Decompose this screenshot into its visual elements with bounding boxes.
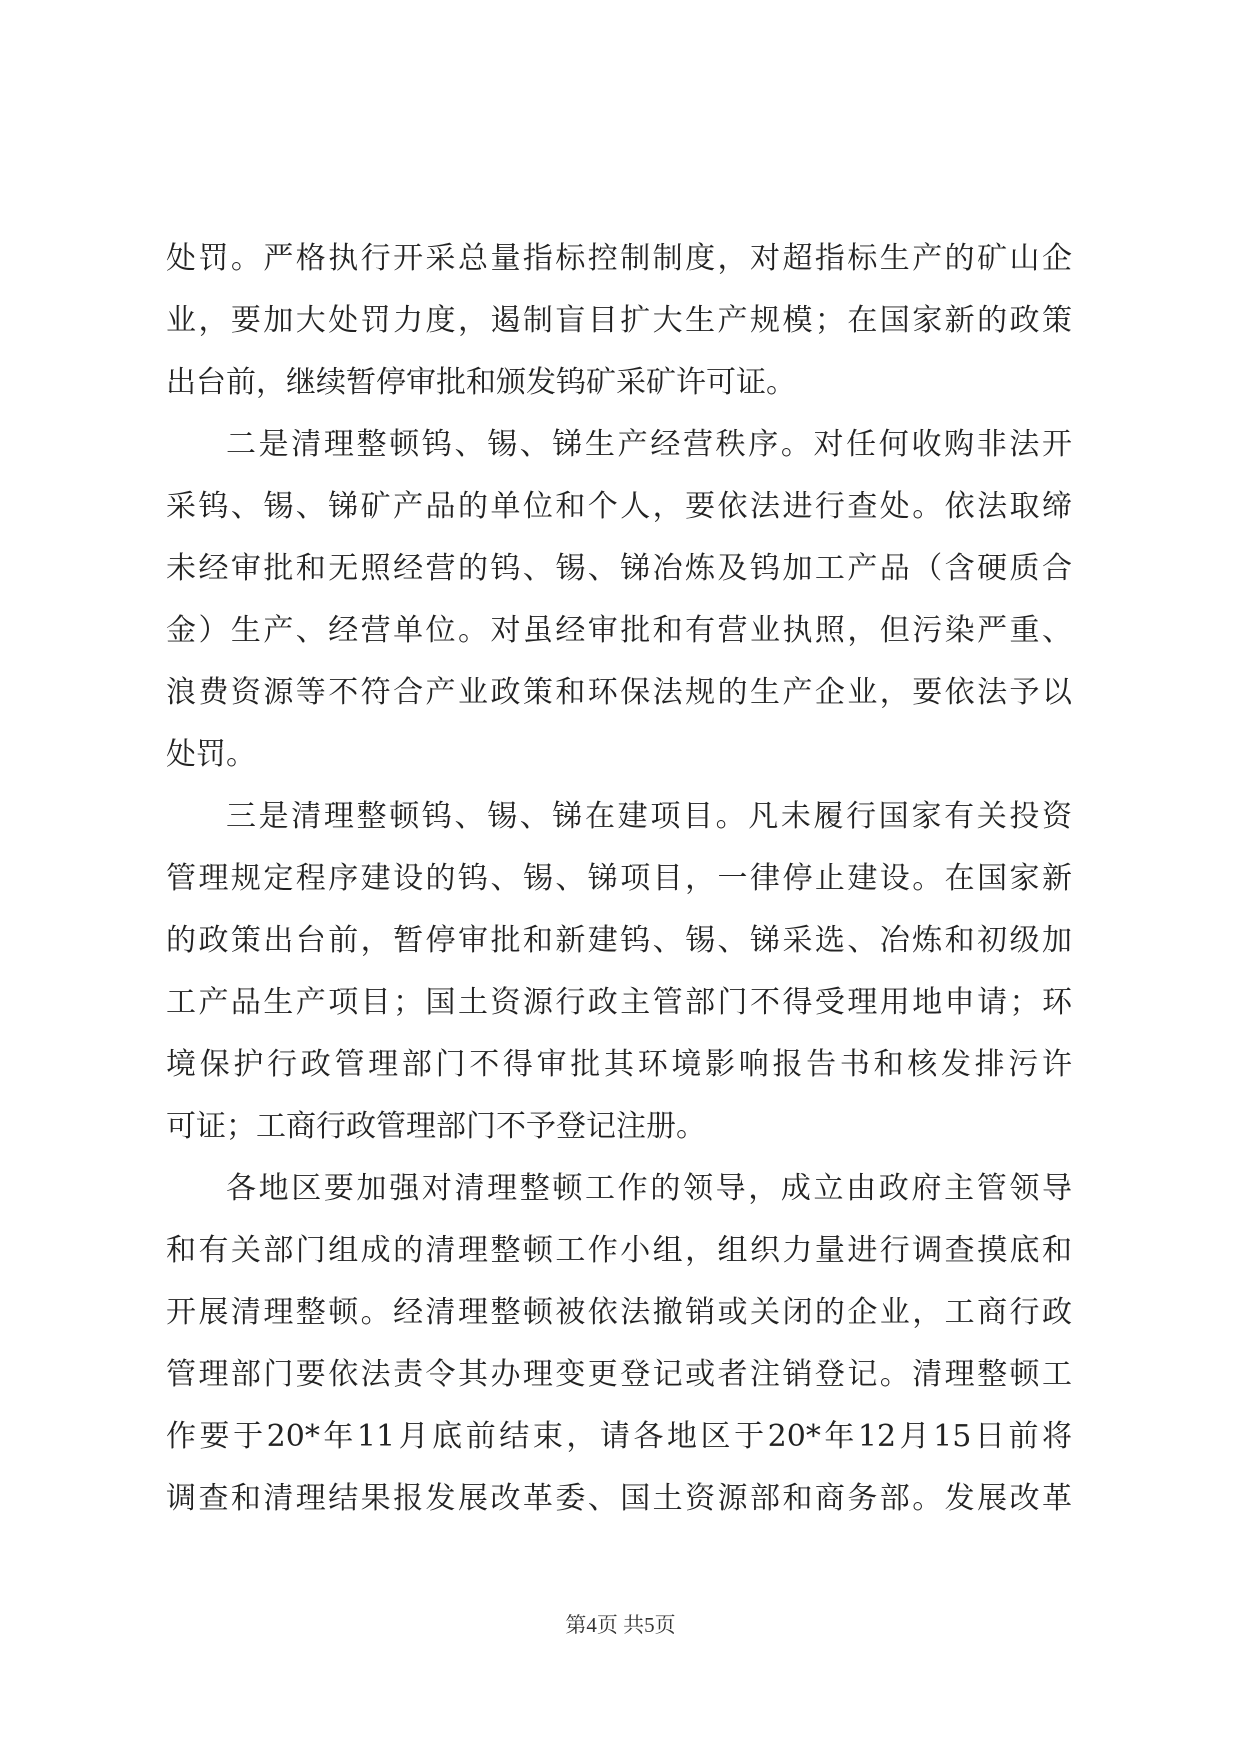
text-line: 三是清理整顿钨、锡、锑在建项目。凡未履行国家有关投资 (226, 799, 1072, 834)
text-line: 二是清理整顿钨、锡、锑生产经营秩序。对任何收购非法开 (226, 427, 1072, 462)
page-number: 第4页 共5页 (565, 1613, 676, 1637)
text-line: 作要于20*年11月底前结束，请各地区于20*年12月15日前将 (166, 1419, 1072, 1454)
text-line: 境保护行政管理部门不得审批其环境影响报告书和核发排污许 (166, 1047, 1072, 1082)
text-line: 工产品生产项目；国土资源行政主管部门不得受理用地申请；环 (166, 985, 1072, 1020)
text-line: 管理部门要依法责令其办理变更登记或者注销登记。清理整顿工 (166, 1357, 1072, 1392)
text-line: 采钨、锡、锑矿产品的单位和个人，要依法进行查处。依法取缔 (166, 489, 1072, 524)
text-line: 各地区要加强对清理整顿工作的领导，成立由政府主管领导 (226, 1171, 1072, 1206)
text-line: 调查和清理结果报发展改革委、国土资源部和商务部。发展改革 (166, 1481, 1072, 1516)
page-footer (0, 1610, 1241, 1640)
text-line: 管理规定程序建设的钨、锡、锑项目，一律停止建设。在国家新 (166, 861, 1072, 896)
text-line: 处罚。严格执行开采总量指标控制制度，对超指标生产的矿山企 (166, 241, 1072, 276)
text-line: 业，要加大处罚力度，遏制盲目扩大生产规模；在国家新的政策 (166, 303, 1072, 338)
text-line: 出台前，继续暂停审批和颁发钨矿采矿许可证。 (166, 365, 796, 400)
text-line: 浪费资源等不符合产业政策和环保法规的生产企业，要依法予以 (166, 675, 1072, 710)
document-body (166, 228, 1072, 1530)
text-line: 未经审批和无照经营的钨、锡、锑冶炼及钨加工产品（含硬质合 (166, 551, 1072, 586)
text-line: 开展清理整顿。经清理整顿被依法撤销或关闭的企业，工商行政 (166, 1295, 1072, 1330)
text-line: 和有关部门组成的清理整顿工作小组，组织力量进行调查摸底和 (166, 1233, 1072, 1268)
text-line: 金）生产、经营单位。对虽经审批和有营业执照，但污染严重、 (166, 613, 1072, 648)
text-line: 的政策出台前，暂停审批和新建钨、锡、锑采选、冶炼和初级加 (166, 923, 1072, 958)
text-line: 可证；工商行政管理部门不予登记注册。 (166, 1109, 706, 1144)
text-line: 处罚。 (166, 737, 256, 772)
